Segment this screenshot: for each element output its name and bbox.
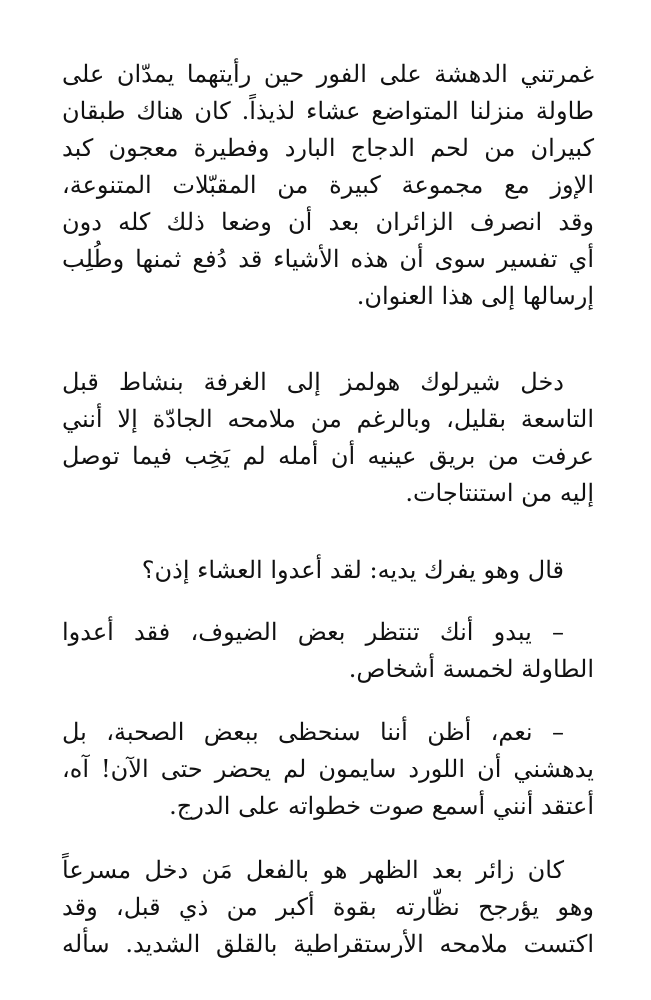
paragraph-5: [62, 714, 594, 825]
paragraph-line: يدهشني أن اللورد سايمون لم يحضر حتى الآن! آه،: [62, 755, 594, 783]
paragraph-line: أعتقد أنني أسمع صوت خطواته على الدرج.: [169, 792, 594, 820]
paragraph-line: اكتست ملامحه الأرستقراطية بالقلق الشديد. سأله: [62, 930, 594, 958]
paragraph-line: وقد انصرف الزائران بعد أن وضعا ذلك كله دون: [62, 208, 594, 236]
paragraph-line: – يبدو أنك تنتظر بعض الضيوف، فقد أعدوا: [62, 618, 564, 646]
paragraph-3: [62, 552, 594, 589]
paragraph-1: [62, 56, 594, 315]
paragraph-line: – نعم، أظن أننا سنحظى ببعض الصحبة، بل: [62, 718, 564, 746]
paragraph-line: الإوز مع مجموعة كبيرة من المقبّلات المتنوعة،: [62, 171, 594, 199]
paragraph-line: أي تفسير سوى أن هذه الأشياء قد دُفع ثمنها وطُلِب: [62, 245, 594, 273]
paragraph-line: كان زائر بعد الظهر هو بالفعل مَن دخل مسرعاً: [62, 856, 564, 884]
paragraph-6: [62, 852, 594, 963]
paragraph-line: الطاولة لخمسة أشخاص.: [348, 655, 594, 683]
paragraph-line: وهو يؤرجح نظّارته بقوة أكبر من ذي قبل، وقد: [62, 893, 594, 921]
paragraph-line: إرسالها إلى هذا العنوان.: [356, 282, 594, 310]
paragraph-line: قال وهو يفرك يديه: لقد أعدوا العشاء إذن؟: [141, 556, 564, 584]
paragraph-line: إليه من استنتاجات.: [405, 479, 594, 507]
paragraph-line: عرفت من بريق عينيه أن أمله لم يَخِب فيما توصل: [62, 442, 594, 470]
paragraph-4: [62, 614, 594, 688]
paragraph-line: غمرتني الدهشة على الفور حين رأيتهما يمدّان على: [62, 60, 594, 88]
paragraph-line: التاسعة بقليل، وبالرغم من ملامحه الجادّة إلا أنني: [62, 405, 594, 433]
paragraph-line: طاولة منزلنا المتواضع عشاء لذيذاً. كان هناك طبقان: [62, 97, 594, 125]
paragraph-line: كبيران من لحم الدجاج البارد وفطيرة معجون كبد: [62, 134, 594, 162]
paragraph-2: [62, 364, 594, 512]
paragraph-line: دخل شيرلوك هولمز إلى الغرفة بنشاط قبل: [62, 368, 564, 396]
